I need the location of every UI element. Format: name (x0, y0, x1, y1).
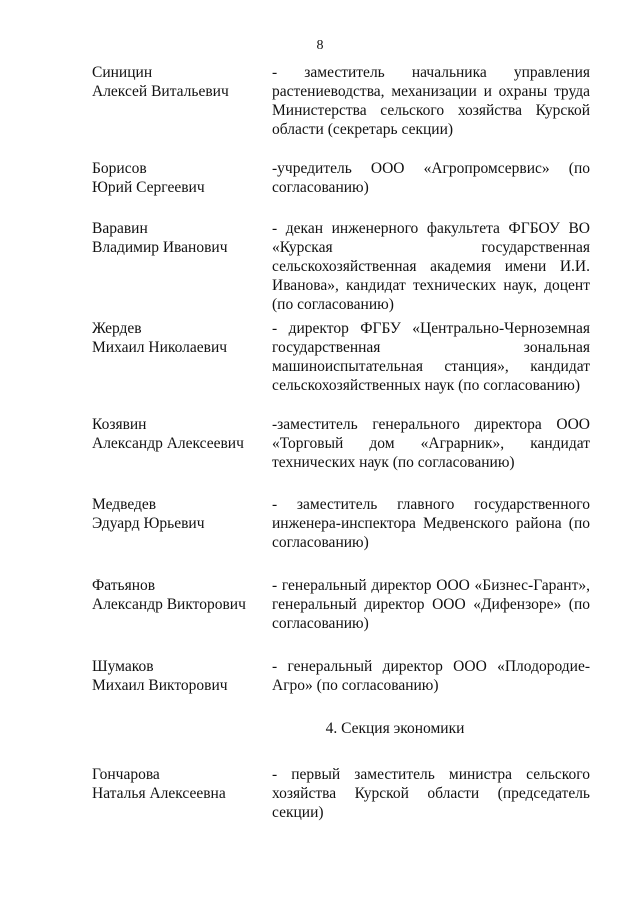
member-given-names: Михаил Викторович (92, 677, 228, 694)
member-description: - генеральный директор ООО «Бизнес-Гарант», генеральный директор ООО «Дифензоре» (по согласованию) (272, 577, 590, 632)
member-given-names: Алексей Витальевич (92, 83, 229, 100)
member-given-names: Александр Алексеевич (92, 435, 244, 452)
member-name (92, 657, 262, 695)
member-description: - генеральный директор ООО «Плодородие-Агро» (по согласованию) (272, 658, 590, 694)
member-description: -заместитель генерального директора ООО «Торговый дом «Аграрник», кандидат технических наук (по согласованию) (272, 416, 590, 471)
member-surname: Жердев (92, 320, 142, 337)
member-surname: Шумаков (92, 658, 154, 675)
member-description: - заместитель начальника управления растениеводства, механизации и охраны труда Министерства сельского хозяйства Курской области (секретарь секции) (272, 64, 590, 138)
member-name (92, 319, 262, 357)
member-surname: Варавин (92, 220, 148, 237)
member-name (92, 576, 262, 614)
member-description: - директор ФГБУ «Центрально-Черноземная государственная зональная машиноиспытательная станция», кандидат сельскохозяйственных наук (по согласованию) (272, 320, 590, 394)
member-name (92, 765, 262, 803)
section-heading: 4. Секция экономики (325, 720, 465, 737)
member-name (92, 415, 262, 453)
member-surname: Фатьянов (92, 577, 156, 594)
member-surname: Козявин (92, 416, 147, 433)
member-given-names: Александр Викторович (92, 596, 246, 613)
member-description: - заместитель главного государственного инженера-инспектора Медвенского района (по согласованию) (272, 496, 590, 551)
member-description: - декан инженерного факультета ФГБОУ ВО «Курская государственная сельскохозяйственная академия имени И.И. Иванова», кандидат технических наук, доцент (по согласованию) (272, 220, 590, 313)
member-name (92, 219, 262, 257)
member-surname: Медведев (92, 496, 157, 513)
member-name (92, 495, 262, 533)
member-given-names: Наталья Алексеевна (92, 785, 226, 802)
member-given-names: Юрий Сергеевич (92, 179, 205, 196)
page-number: 8 (316, 38, 324, 53)
member-name (92, 63, 262, 101)
member-given-names: Владимир Иванович (92, 239, 228, 256)
member-surname: Гончарова (92, 766, 160, 783)
member-given-names: Эдуард Юрьевич (92, 515, 205, 532)
member-description: - первый заместитель министра сельского хозяйства Курской области (председатель секции) (272, 766, 590, 821)
member-surname: Синицин (92, 64, 153, 81)
member-surname: Борисов (92, 160, 147, 177)
member-description: -учредитель ООО «Агропромсервис» (по согласованию) (272, 160, 590, 196)
member-given-names: Михаил Николаевич (92, 339, 228, 356)
member-name (92, 159, 262, 197)
